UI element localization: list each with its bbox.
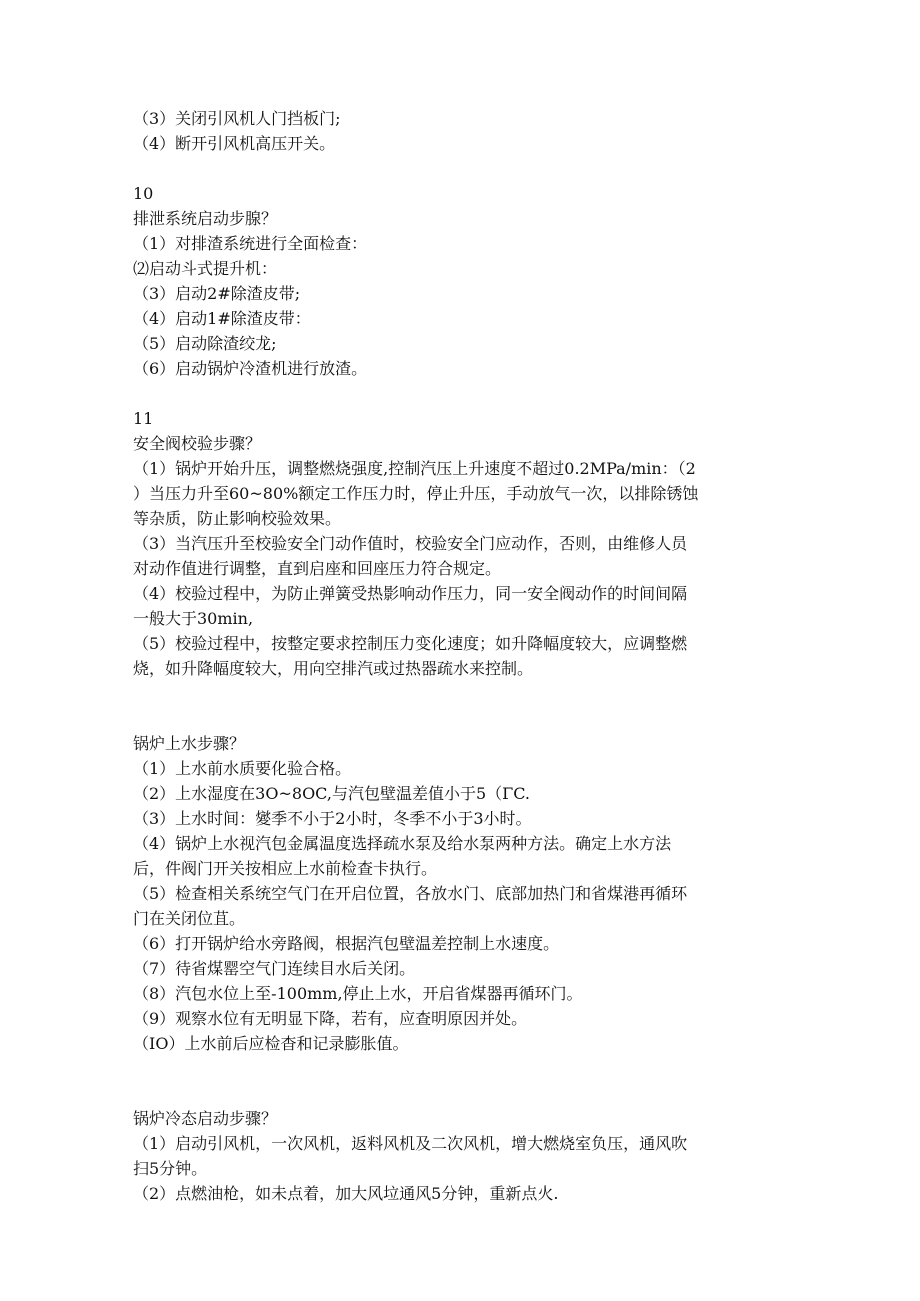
text-line: （5）检查相关系统空气门在开启位置，各放水门、底部加热门和省煤港再循环 bbox=[133, 884, 688, 903]
spacer bbox=[133, 681, 783, 731]
text-line: （2）点燃油枪，如未点着，加大风垃通风5分钟，重新点火. bbox=[133, 1184, 559, 1203]
text-line: ⑵启动斗式提升机： bbox=[133, 259, 278, 278]
text-line: （4）校验过程中，为防止弹簧受热影响动作压力，同一安全阀动作的时间间隔 bbox=[133, 584, 688, 603]
text-line: （5）校验过程中，按整定要求控制压力变化速度；如升降幅度较大，应调整燃 bbox=[133, 634, 688, 653]
text-line: （8）汽包水位上至-100mm,停止上水，开启省煤器再循环门。 bbox=[133, 984, 583, 1003]
section-title: 锅炉冷态启动步骤？ bbox=[133, 1109, 278, 1128]
text-line: （1）启动引风机，一次风机，返料风机及二次风机，增大燃烧室负压，通风吹 bbox=[133, 1134, 688, 1153]
text-line: （4）锅炉上水视汽包金属温度选择疏水泵及给水泵两种方法。确定上水方法 bbox=[133, 834, 672, 853]
section-title: 锅炉上水步骤？ bbox=[133, 734, 246, 753]
text-line: （1）锅炉开始升压，调整燃烧强度,控制汽压上升速度不超过0.2MPa/min：（2 bbox=[133, 459, 696, 478]
text-line: （9）观察水位有无明显下降，若有，应查明原因并处。 bbox=[133, 1009, 528, 1028]
text-line: 烧，如升降幅度较大，用向空排汽或过热器疏水来控制。 bbox=[133, 659, 534, 678]
text-line: （1）对排渣系统进行全面检查： bbox=[133, 234, 368, 253]
text-line: 扫5分钟。 bbox=[133, 1159, 208, 1178]
spacer bbox=[133, 156, 783, 181]
section-title: 排泄系统启动步腺？ bbox=[133, 209, 278, 228]
text-line: 一般大于30min, bbox=[133, 609, 254, 628]
section-title: 安全阀校验步骤？ bbox=[133, 434, 262, 453]
document-page bbox=[133, 106, 783, 1206]
text-line: 等杂质，防止影响校验效果。 bbox=[133, 509, 342, 528]
text-line: （6）打开锅炉给水旁路阀，根据汽包壁温差控制上水速度。 bbox=[133, 934, 560, 953]
text-line: （3）当汽压升至校验安全门动作值时，校验安全门应动作，否则，由维修人员 bbox=[133, 534, 688, 553]
text-line: （3）上水时间：夑季不小于2小时，冬季不小于3小时。 bbox=[133, 809, 532, 828]
text-line: （5）启动除渣绞龙; bbox=[133, 334, 277, 353]
text-line: （IO）上水前后应检杳和记录膨胀值。 bbox=[133, 1034, 409, 1053]
spacer bbox=[133, 381, 783, 406]
text-line: 对动作值进行调整，直到启座和回座压力符合规定。 bbox=[133, 559, 502, 578]
text-line: （1）上水前水质要化验合格。 bbox=[133, 759, 352, 778]
text-line: （4）启动1#除渣皮带： bbox=[133, 309, 311, 328]
text-line: 后，件阀门开关按相应上水前检查卡执行。 bbox=[133, 859, 438, 878]
text-line: （4）断开引风机高压开关。 bbox=[133, 134, 336, 153]
section-number: 11 bbox=[133, 409, 154, 428]
text-line: ）当压力升至60~80%额定工作压力时，停止升压，手动放气一次，以排除锈蚀 bbox=[133, 484, 699, 503]
text-line: （6）启动锅炉冷渣机进行放渣。 bbox=[133, 359, 368, 378]
text-line: （3）关闭引风机人门挡板门; bbox=[133, 109, 341, 128]
section-number: 10 bbox=[133, 184, 154, 203]
text-line: （3）启动2#除渣皮带; bbox=[133, 284, 301, 303]
text-line: （7）待省煤罂空气门连续目水后关闭。 bbox=[133, 959, 416, 978]
spacer bbox=[133, 1056, 783, 1106]
text-line: 门在关闭位苴。 bbox=[133, 909, 246, 928]
text-line: （2）上水湿度在3O~8OC,与汽包壁温差值小于5（ΓC. bbox=[133, 784, 530, 803]
